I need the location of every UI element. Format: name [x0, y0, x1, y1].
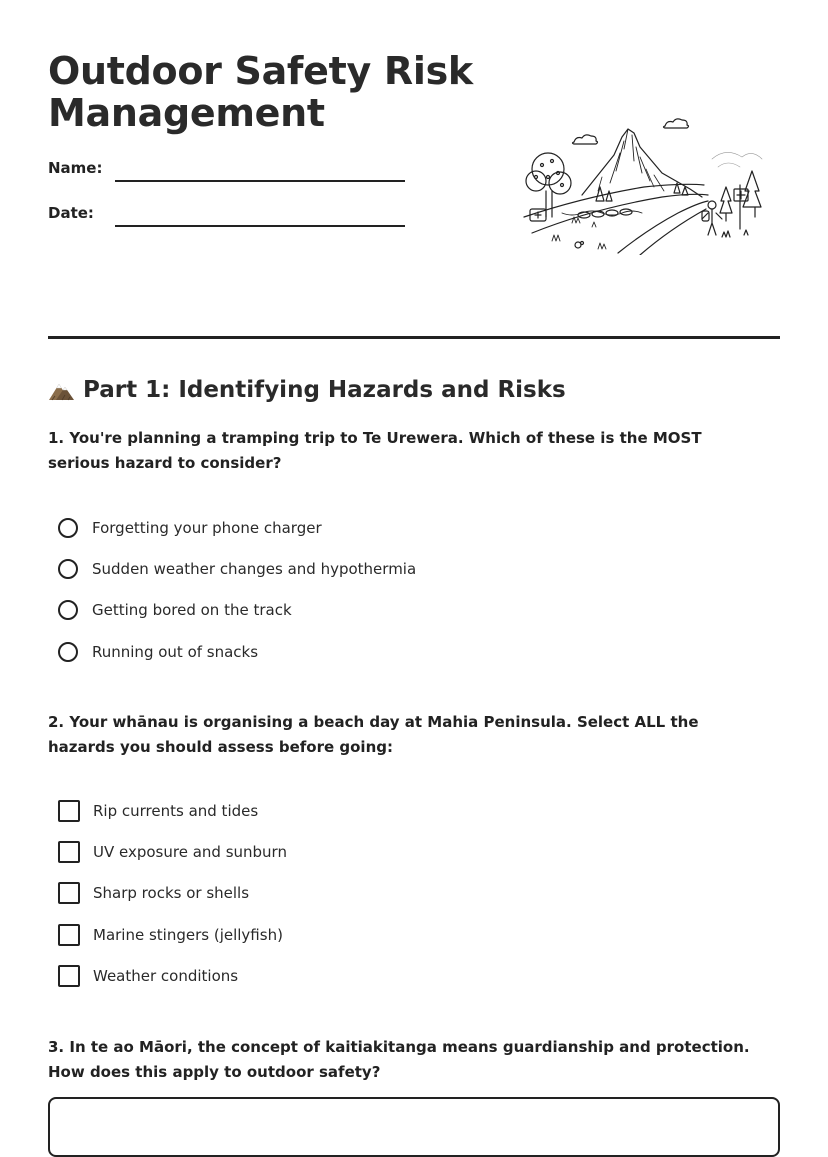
- q1-option-2[interactable]: [58, 548, 416, 589]
- q1-option-3[interactable]: [58, 590, 416, 631]
- q2-option-4[interactable]: [58, 914, 287, 955]
- option-label: Forgetting your phone charger: [92, 518, 322, 537]
- question-2-options: [58, 790, 287, 997]
- question-2: 2. Your whānau is organising a beach day at Mahia Peninsula. Select ALL the hazards you should assess before going:: [48, 713, 699, 756]
- q3-answer-textarea[interactable]: [48, 1097, 780, 1157]
- name-input[interactable]: [115, 180, 405, 182]
- checkbox[interactable]: [58, 800, 80, 822]
- q2-option-3[interactable]: [58, 873, 287, 914]
- name-field-row: [48, 159, 408, 183]
- option-label: Sharp rocks or shells: [93, 884, 250, 903]
- part1-heading: [48, 374, 566, 406]
- landscape-illustration: [522, 117, 770, 255]
- option-label: Getting bored on the track: [92, 601, 292, 620]
- name-label: Name:: [48, 159, 103, 177]
- option-label: Running out of snacks: [92, 642, 259, 661]
- radio-button[interactable]: [58, 518, 78, 538]
- date-label: Date:: [48, 204, 94, 222]
- q2-option-5[interactable]: [58, 956, 287, 997]
- checkbox[interactable]: [58, 882, 80, 904]
- section-divider: [48, 336, 780, 339]
- q2-option-2[interactable]: [58, 831, 287, 872]
- radio-button[interactable]: [58, 600, 78, 620]
- checkbox[interactable]: [58, 924, 80, 946]
- date-field-row: [48, 204, 408, 228]
- option-label: UV exposure and sunburn: [93, 843, 287, 862]
- part1-heading-text: Part 1: Identifying Hazards and Risks: [83, 377, 566, 403]
- radio-button[interactable]: [58, 642, 78, 662]
- q1-option-1[interactable]: [58, 507, 416, 548]
- question-3: 3. In te ao Māori, the concept of kaitiakitanga means guardianship and protection. How does this apply to outdoor safety?: [48, 1038, 750, 1081]
- q1-option-4[interactable]: [58, 631, 416, 672]
- option-label: Weather conditions: [93, 967, 239, 986]
- option-label: Rip currents and tides: [93, 801, 259, 820]
- question-1: 1. You're planning a tramping trip to Te Urewera. Which of these is the MOST serious hazard to consider?: [48, 429, 702, 472]
- question-1-options: [58, 507, 416, 673]
- checkbox[interactable]: [58, 965, 80, 987]
- mountain-icon: [48, 379, 75, 401]
- q2-option-1[interactable]: [58, 790, 287, 831]
- option-label: Sudden weather changes and hypothermia: [92, 560, 417, 579]
- option-label: Marine stingers (jellyfish): [93, 925, 283, 944]
- checkbox[interactable]: [58, 841, 80, 863]
- radio-button[interactable]: [58, 559, 78, 579]
- date-input[interactable]: [115, 225, 405, 227]
- page-title: Outdoor Safety Risk Management: [48, 49, 473, 135]
